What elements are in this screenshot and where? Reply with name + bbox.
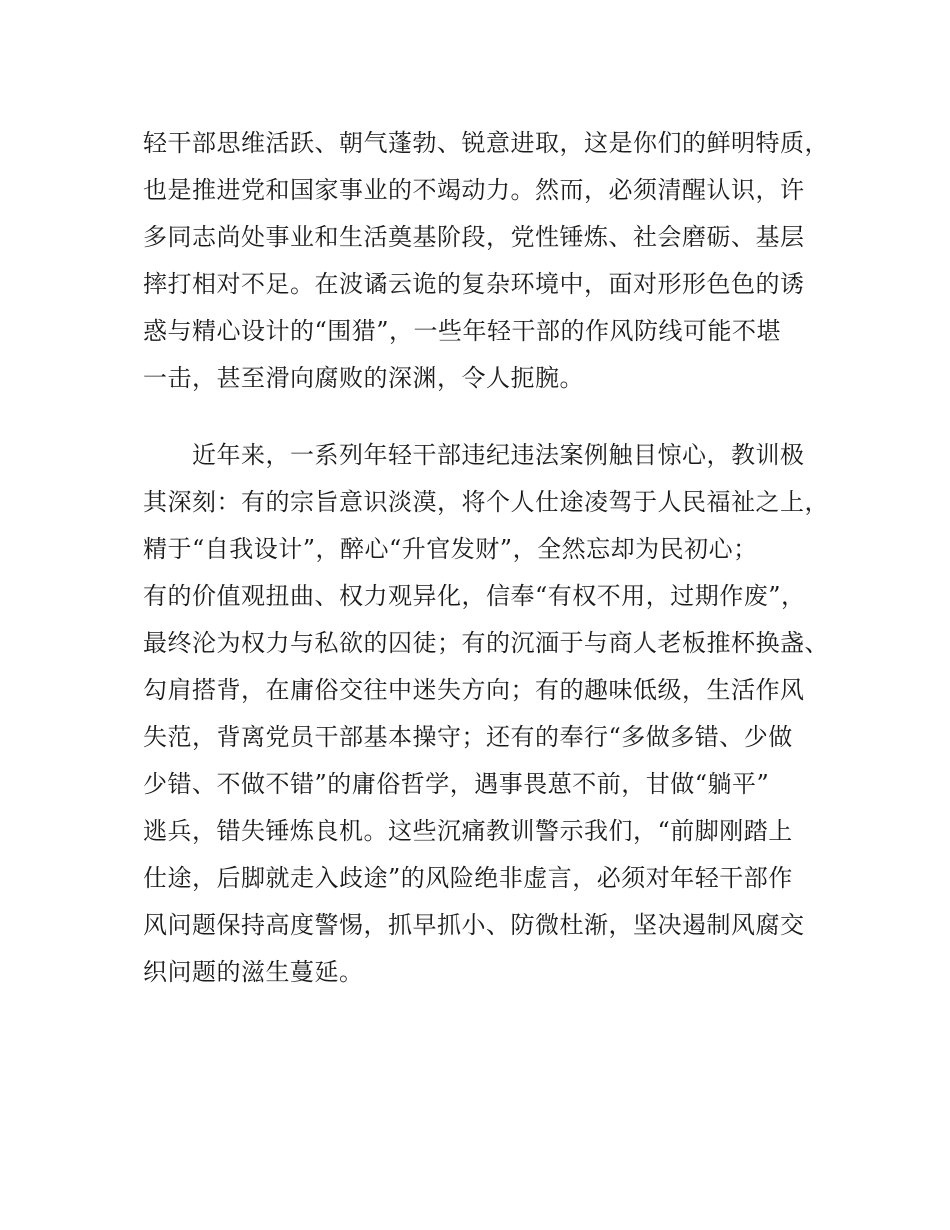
text-line: 织问题的滋生蔓延。 [143,958,364,986]
text-line: 也是推进党和国家事业的不竭动力。然而，必须清醒认识，许 [143,176,805,204]
text-line: 最终沦为权力与私欲的囚徒；有的沉湎于与商人老板推杯换盏、 [143,629,829,657]
text-line: 有的价值观扭曲、权力观异化，信奉“有权不用，过期作废”， [143,582,806,610]
text-line: 其深刻：有的宗旨意识淡漠，将个人仕途凌驾于人民福祉之上， [143,488,829,516]
text-line: 近年来，一系列年轻干部违纪违法案例触目惊心，教训极 [143,441,805,469]
text-line: 摔打相对不足。在波谲云诡的复杂环境中，面对形形色色的诱 [143,270,805,298]
text-line: 一击，甚至滑向腐败的深渊，令人扼腕。 [143,364,584,392]
text-line: 仕途，后脚就走入歧途”的风险绝非虚言，必须对年轻干部作 [143,864,793,892]
text-line: 精于“自我设计”，醉心“升官发财”，全然忘却为民初心； [143,535,758,563]
text-line: 轻干部思维活跃、朝气蓬勃、锐意进取，这是你们的鲜明特质， [143,129,829,157]
text-line: 多同志尚处事业和生活奠基阶段，党性锤炼、社会磨砺、基层 [143,223,805,251]
text-line: 少错、不做不错”的庸俗哲学，遇事畏葸不前，甘做“躺平” [143,770,770,798]
text-line: 失范，背离党员干部基本操守；还有的奉行“多做多错、少做 [143,723,793,751]
text-line: 惑与精心设计的“围猎”，一些年轻干部的作风防线可能不堪 [143,317,782,345]
text-line: 风问题保持高度警惕，抓早抓小、防微杜渐，坚决遏制风腐交 [143,911,805,939]
text-line: 逃兵，错失锤炼良机。这些沉痛教训警示我们，“前脚刚踏上 [143,817,793,845]
text-line: 勾肩搭背，在庸俗交往中迷失方向；有的趣味低级，生活作风 [143,676,805,704]
